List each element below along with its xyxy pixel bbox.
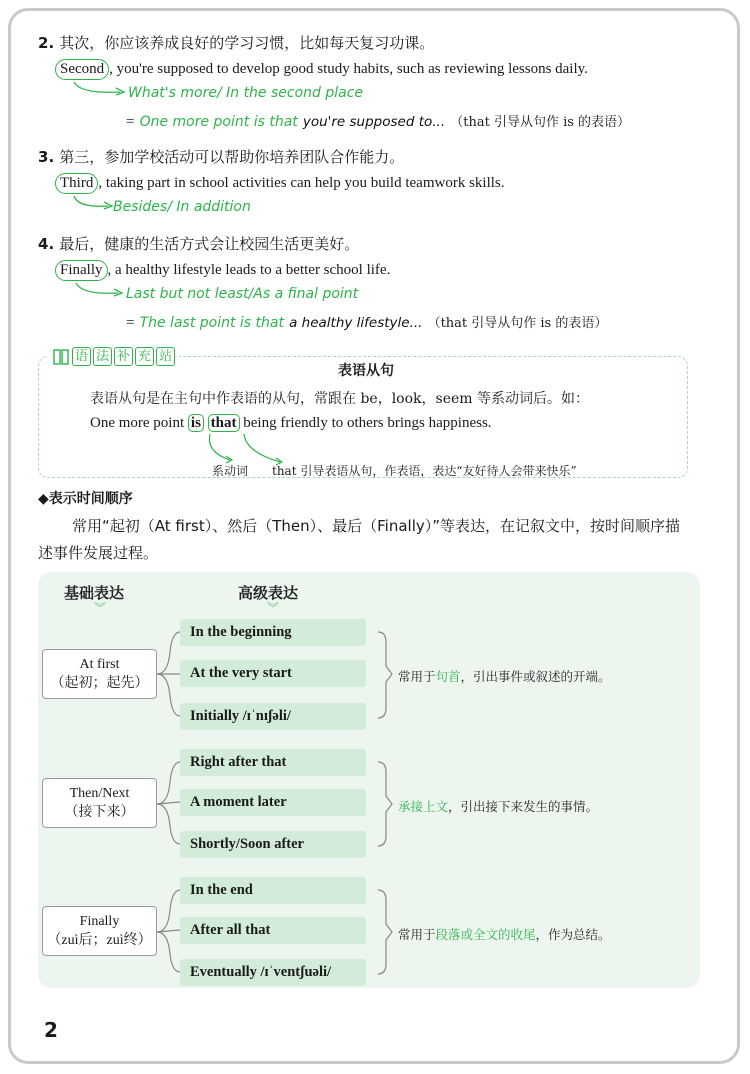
alternative-expression: Last but not least/As a final point <box>126 286 359 302</box>
usage-pre: 常用于 <box>398 927 436 942</box>
item-number: 3 <box>38 148 49 166</box>
alternative-expression: Besides/ In addition <box>113 199 251 215</box>
usage-post: ，引出接下来发生的事情。 <box>448 799 599 814</box>
basic-english: Then/Next <box>69 786 130 801</box>
equivalent-note: （that 引导从句作 is 的表语） <box>427 316 608 331</box>
basic-chinese: （zuì后；zuì终） <box>47 933 152 948</box>
arrow-icon <box>70 80 130 102</box>
equals-sign: = <box>126 315 135 331</box>
item-2-chinese: 2. 其次，你应该养成良好的学习习惯，比如每天复习功课。 <box>38 34 435 52</box>
circled-keyword: Second <box>55 59 109 80</box>
basic-english: At first <box>79 657 120 672</box>
item-2-equivalent <box>126 111 630 131</box>
column-heading-basic: 基础表达 <box>64 584 125 602</box>
basic-expression-box <box>42 906 157 956</box>
note-that-clause: that 引导表语从句，作表语，表达“友好待人会带来快乐” <box>272 464 577 478</box>
basic-expression-box <box>42 649 157 699</box>
time-order-diagram <box>38 572 700 988</box>
circled-keyword: Third <box>55 173 98 194</box>
usage-note <box>398 797 598 815</box>
linking-verb: is <box>188 414 204 432</box>
equivalent-green: One more point is that <box>139 114 298 130</box>
equivalent-green: The last point is that <box>139 315 284 331</box>
usage-note <box>398 925 611 943</box>
tag-char: 补 <box>114 347 133 366</box>
example-text-rest: being friendly to others brings happiness. <box>239 415 492 431</box>
page-number: 2 <box>44 1018 58 1042</box>
basic-chinese: （接下来） <box>64 805 135 820</box>
item-chinese-text: 其次，你应该养成良好的学习习惯，比如每天复习功课。 <box>59 34 435 52</box>
note-linking-verb: 系动词 <box>212 464 249 478</box>
equivalent-italic: you're supposed to... <box>302 114 446 130</box>
advanced-expression: Shortly/Soon after <box>180 831 366 858</box>
tag-char: 法 <box>93 347 112 366</box>
item-3-chinese: 3. 第三，参加学校活动可以帮助你培养团队合作能力。 <box>38 148 405 166</box>
tag-char: 站 <box>156 347 175 366</box>
item-2-english <box>55 59 588 80</box>
grammar-description: 表语从句是在主句中作表语的从句，常跟在 be，look，seem 等系动词后。如： <box>90 391 589 407</box>
advanced-expression: Initially /ɪˈnɪʃəli/ <box>180 703 366 730</box>
advanced-expression: After all that <box>180 917 366 944</box>
grammar-tag <box>48 347 179 366</box>
book-icon <box>52 348 70 366</box>
that-word: that <box>208 414 240 432</box>
alternative-expression: What's more/ In the second place <box>128 85 364 101</box>
tag-char: 充 <box>135 347 154 366</box>
item-number: 2 <box>38 34 49 52</box>
item-4-chinese: 4. 最后，健康的生活方式会让校园生活更美好。 <box>38 235 360 253</box>
section-paragraph-line2: 述事件发展过程。 <box>38 544 159 562</box>
advanced-expression: In the end <box>180 877 366 904</box>
usage-highlight: 句首 <box>435 669 461 684</box>
usage-highlight: 段落或全文的收尾 <box>435 927 536 942</box>
grammar-example <box>90 415 492 432</box>
basic-chinese: （起初；起先） <box>50 676 149 691</box>
usage-highlight: 承接上文 <box>398 799 449 814</box>
basic-expression-box <box>42 778 157 828</box>
english-sentence: , taking part in school activities can help you build teamwork skills. <box>98 175 505 191</box>
item-chinese-text: 最后，健康的生活方式会让校园生活更美好。 <box>59 235 360 253</box>
tag-char: 语 <box>72 347 91 366</box>
usage-post: ，引出事件或叙述的开端。 <box>460 669 611 684</box>
advanced-expression: A moment later <box>180 789 366 816</box>
section-heading: ◆表示时间顺序 <box>38 491 133 507</box>
chevron-down-icon: ︾ <box>267 601 280 615</box>
english-sentence: , a healthy lifestyle leads to a better school life. <box>107 262 391 278</box>
advanced-expression: Right after that <box>180 749 366 776</box>
item-4-english <box>55 260 390 281</box>
basic-english: Finally <box>79 914 120 929</box>
usage-note <box>398 667 611 685</box>
equals-sign: = <box>126 114 135 130</box>
usage-pre: 常用于 <box>398 669 436 684</box>
english-sentence: , you're supposed to develop good study habits, such as reviewing lessons daily. <box>109 61 588 77</box>
equivalent-italic: a healthy lifestyle... <box>289 315 423 331</box>
circled-keyword: Finally <box>55 260 108 281</box>
advanced-expression: Eventually /ɪˈventʃuəli/ <box>180 959 366 986</box>
item-chinese-text: 第三，参加学校活动可以帮助你培养团队合作能力。 <box>59 148 405 166</box>
section-paragraph-line1: 常用“起初（At first）、然后（Then）、最后（Finally）”等表达，在记叙文中，按时间顺序描 <box>72 517 681 535</box>
grammar-title: 表语从句 <box>338 363 394 379</box>
advanced-expression: At the very start <box>180 660 366 687</box>
item-number: 4 <box>38 235 49 253</box>
column-heading-advanced: 高级表达 <box>238 584 299 602</box>
item-4-equivalent <box>126 312 607 332</box>
advanced-expression: In the beginning <box>180 619 366 646</box>
example-text: One more point <box>90 415 188 431</box>
chevron-down-icon: ︾ <box>94 601 107 615</box>
item-3-english <box>55 173 505 194</box>
arrow-icon <box>72 281 132 303</box>
equivalent-note: （that 引导从句作 is 的表语） <box>450 115 631 130</box>
usage-post: ，作为总结。 <box>535 927 611 942</box>
